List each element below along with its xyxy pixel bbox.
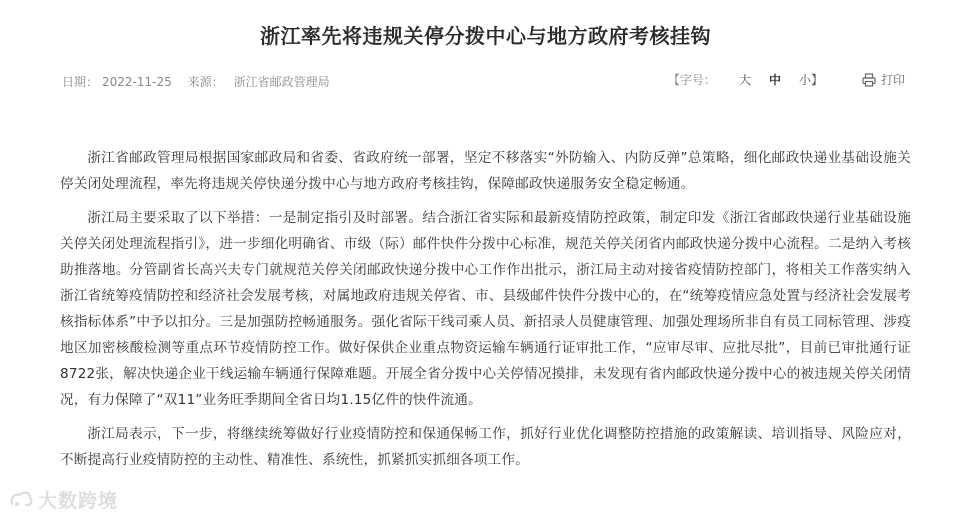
watermark — [8, 486, 118, 513]
print-label: 打印 — [880, 73, 905, 87]
source-label: 来源： — [187, 75, 224, 89]
paragraph-3: 浙江局表示，下一步，将继续统筹做好行业疫情防控和保通保畅工作，抓好行业优化调整防控措施的政策解读、培训指导、风险应对，不断提高行业疫情防控的主动性、精准性、系统性，抓紧抓实抓细各项工作。 — [60, 426, 911, 468]
source-value: 浙江省邮政管理局 — [233, 75, 330, 89]
print-button[interactable] — [862, 71, 905, 88]
article-meta — [62, 73, 334, 90]
font-size-large-button[interactable]: 大 — [738, 73, 751, 87]
paragraph-2: 浙江局主要采取了以下举措：一是制定指引及时部署。结合浙江省实际和最新疫情防控政策，制定印发《浙江省邮政快递行业基础设施关停关闭处理流程指引》，进一步细化明确省、市级（际）邮件快件分拨中心标准，规范关停关闭省内邮政快递分拨中心流程。二是纳入考核助推落地。分管副省长高兴夫专门就规范关停关闭邮政快递分拨中心工作作出批示，浙江局主动对接省疫情防控部门，将相关工作落实纳入浙江省统筹疫情防控和经济社会发展考核，对属地政府违规关停省、市、县级邮件快件分拨中心的，在“统筹疫情应急处置与经济社会发展考核指标体系”中予以扣分。三是加强防控畅通服务。强化省际干线司乘人员、新招录人员健康管理、加强处理场所非自有员工同标管理、涉疫地区加密核酸检测等重点环节疫情防控工作。做好保供企业重点物资运输车辆通行证审批工作，“应审尽审、应批尽批”，目前已审批通行证8722张，解决快递企业干线运输车辆通行保障难题。开展全省分拨中心关停情况摸排，未发现有省内邮政快递分拨中心的被违规关停关闭情况，有力保障了“双11”业务旺季期间全省日均1.15亿件的快件流通。 — [60, 210, 911, 408]
brand-logo — [8, 489, 34, 511]
watermark-text: 大数跨境 — [38, 490, 119, 512]
header-divider — [62, 102, 909, 103]
font-size-small-button[interactable]: 小】 — [798, 73, 823, 87]
printer-icon — [862, 73, 876, 87]
date-label: 日期： — [62, 75, 99, 89]
article-toolbar — [668, 71, 905, 88]
font-size-medium-button[interactable]: 中 — [768, 73, 781, 87]
article-title: 浙江率先将违规关停分拨中心与地方政府考核挂钩 — [260, 24, 711, 48]
date-value: 2022-11-25 — [102, 75, 172, 89]
font-size-label: 【字号： — [667, 73, 716, 87]
article-body — [60, 145, 911, 481]
paragraph-1: 浙江省邮政管理局根据国家邮政局和省委、省政府统一部署，坚定不移落实“外防输入、内防反弹”总策略，细化邮政快递业基础设施关停关闭处理流程，率先将违规关停快递分拨中心与地方政府考核挂钩，保障邮政快递服务安全稳定畅通。 — [60, 150, 911, 192]
